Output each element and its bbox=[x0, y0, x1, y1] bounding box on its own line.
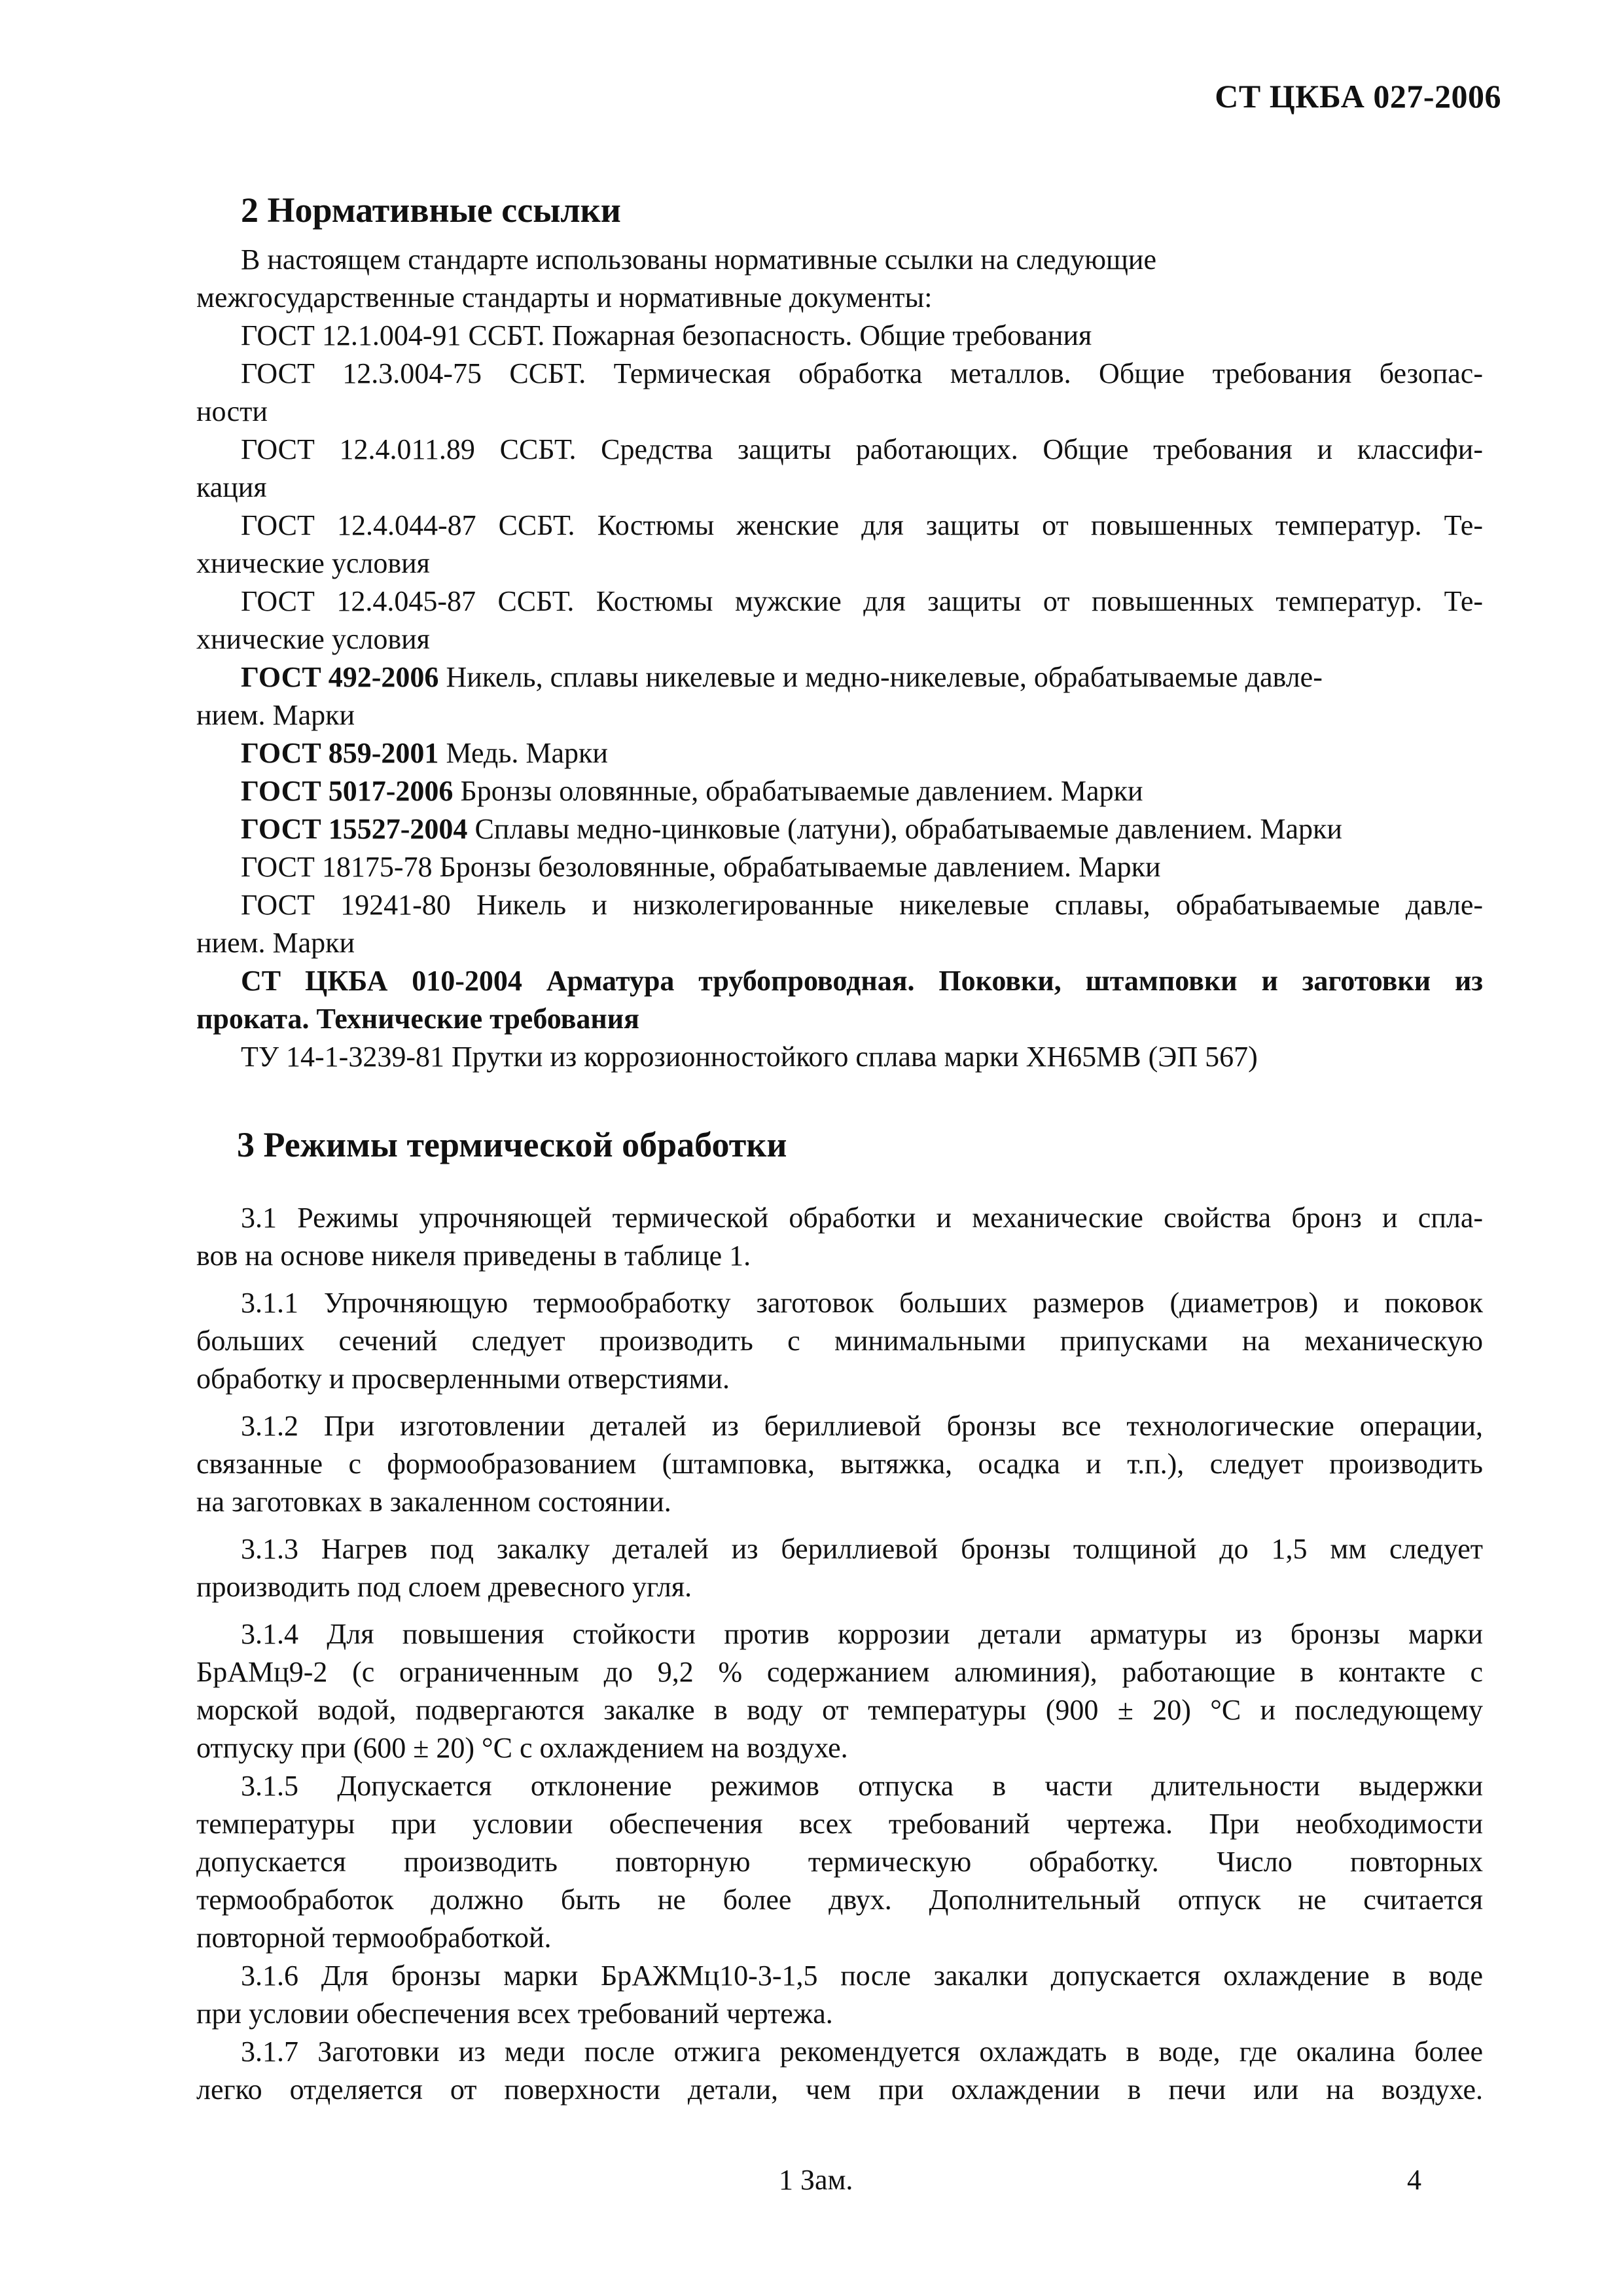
para-3-1-4-line-1: 3.1.4 Для повышения стойкости против коррозии детали арматуры из бронзы марки bbox=[241, 1618, 1483, 1650]
ref-gost-15527-text: Сплавы медно-цинковые (латуни), обрабатываемые давлением. Марки bbox=[467, 813, 1342, 845]
document-code: СТ ЦКБА 027-2006 bbox=[1215, 78, 1501, 115]
para-3-1-1-line-2: больших сечений следует производить с минимальными припусками на механическую bbox=[196, 1325, 1483, 1357]
ref-gost-5017-text: Бронзы оловянные, обрабатываемые давлением. Марки bbox=[453, 775, 1143, 807]
page-number: 4 bbox=[1407, 2164, 1421, 2196]
ref-gost-15527-code: ГОСТ 15527-2004 bbox=[241, 813, 468, 845]
para-3-1-line-1: 3.1 Режимы упрочняющей термической обработки и механические свойства бронз и спла- bbox=[241, 1202, 1483, 1234]
intro-line-1: В настоящем стандарте использованы нормативные ссылки на следующие bbox=[241, 243, 1156, 276]
para-3-1-3-line-1: 3.1.3 Нагрев под закалку деталей из бериллиевой бронзы толщиной до 1,5 мм следует bbox=[241, 1533, 1483, 1565]
ref-gost-492-text: Никель, сплавы никелевые и медно-никелевые, обрабатываемые давле- bbox=[438, 661, 1323, 693]
para-3-1-6-line-2: при условии обеспечения всех требований чертежа. bbox=[196, 1998, 833, 2030]
para-3-1-7-line-2: легко отделяется от поверхности детали, чем при охлаждении в печи или на воздухе. bbox=[196, 2073, 1483, 2106]
ref-gost-12-3-004-cont: ности bbox=[196, 395, 268, 427]
ref-gost-12-3-004: ГОСТ 12.3.004-75 ССБТ. Термическая обработка металлов. Общие требования безопас- bbox=[241, 357, 1483, 389]
para-3-1-line-2: вов на основе никеля приведены в таблице 1. bbox=[196, 1240, 751, 1272]
para-3-1-1-line-3: обработку и просверленными отверстиями. bbox=[196, 1363, 730, 1395]
ref-tu-14-1-3239: ТУ 14-1-3239-81 Прутки из коррозионностойкого сплава марки ХН65МВ (ЭП 567) bbox=[241, 1041, 1258, 1073]
ref-gost-5017-code: ГОСТ 5017-2006 bbox=[241, 775, 454, 807]
amendment-note: 1 Зам. bbox=[779, 2164, 853, 2196]
para-3-1-5-line-2: температуры при условии обеспечения всех требований чертежа. При необходимости bbox=[196, 1808, 1483, 1840]
ref-gost-859-text: Медь. Марки bbox=[438, 737, 608, 769]
para-3-1-7-line-1: 3.1.7 Заготовки из меди после отжига рекомендуется охлаждать в воде, где окалина более bbox=[241, 2036, 1483, 2068]
intro-line-2: межгосударственные стандарты и нормативные документы: bbox=[196, 281, 933, 314]
ref-gost-19241: ГОСТ 19241-80 Никель и низколегированные никелевые сплавы, обрабатываемые давле- bbox=[241, 889, 1483, 921]
ref-gost-12-4-045-cont: хнические условия bbox=[196, 623, 430, 655]
para-3-1-5-line-4: термообработок должно быть не более двух. Дополнительный отпуск не считается bbox=[196, 1884, 1483, 1916]
ref-gost-492 bbox=[241, 658, 1483, 696]
para-3-1-1-line-1: 3.1.1 Упрочняющую термообработку заготовок больших размеров (диаметров) и поковок bbox=[241, 1287, 1483, 1319]
ref-gost-19241-cont: нием. Марки bbox=[196, 927, 355, 959]
ref-gost-12-4-045: ГОСТ 12.4.045-87 ССБТ. Костюмы мужские для защиты от повышенных температур. Те- bbox=[241, 585, 1483, 617]
ref-gost-12-4-044-cont: хнические условия bbox=[196, 547, 430, 579]
ref-gost-18175: ГОСТ 18175-78 Бронзы безоловянные, обрабатываемые давлением. Марки bbox=[241, 851, 1161, 883]
ref-gost-12-4-011-cont: кация bbox=[196, 471, 267, 503]
para-3-1-2-line-1: 3.1.2 При изготовлении деталей из бериллиевой бронзы все технологические операции, bbox=[241, 1410, 1483, 1442]
ref-gost-5017 bbox=[241, 772, 1483, 810]
ref-gost-859 bbox=[241, 734, 1483, 772]
ref-gost-15527 bbox=[241, 810, 1483, 848]
ref-gost-492-code: ГОСТ 492-2006 bbox=[241, 661, 439, 693]
ref-gost-492-cont: нием. Марки bbox=[196, 699, 355, 731]
para-3-1-6-line-1: 3.1.6 Для бронзы марки БрАЖМц10-3-1,5 после закалки допускается охлаждение в воде bbox=[241, 1960, 1483, 1992]
para-3-1-4-line-4: отпуску при (600 ± 20) °С с охлаждением на воздухе. bbox=[196, 1732, 848, 1764]
para-3-1-4-line-2: БрАМц9-2 (с ограниченным до 9,2 % содержанием алюминия), работающие в контакте с bbox=[196, 1656, 1483, 1688]
ref-gost-12-4-044: ГОСТ 12.4.044-87 ССБТ. Костюмы женские для защиты от повышенных температур. Те- bbox=[241, 509, 1483, 541]
ref-st-ckba-010-cont: проката. Технические требования bbox=[196, 1003, 639, 1035]
para-3-1-3-line-2: производить под слоем древесного угля. bbox=[196, 1571, 692, 1603]
ref-st-ckba-010: СТ ЦКБА 010-2004 Арматура трубопроводная. Поковки, штамповки и заготовки из bbox=[241, 965, 1483, 997]
para-3-1-4-line-3: морской водой, подвергаются закалке в воду от температуры (900 ± 20) °С и последующему bbox=[196, 1694, 1483, 1726]
para-3-1-2-line-3: на заготовках в закаленном состоянии. bbox=[196, 1486, 671, 1518]
para-3-1-5-line-3: допускается производить повторную термическую обработку. Число повторных bbox=[196, 1846, 1483, 1878]
para-3-1-5-line-1: 3.1.5 Допускается отклонение режимов отпуска в части длительности выдержки bbox=[241, 1770, 1483, 1802]
section-3-title: 3 Режимы термической обработки bbox=[237, 1125, 787, 1164]
para-3-1-2-line-2: связанные с формообразованием (штамповка, вытяжка, осадка и т.п.), следует производить bbox=[196, 1448, 1483, 1480]
ref-gost-12-4-011: ГОСТ 12.4.011.89 ССБТ. Средства защиты работающих. Общие требования и классифи- bbox=[241, 433, 1483, 465]
ref-gost-12-1-004: ГОСТ 12.1.004-91 ССБТ. Пожарная безопасность. Общие требования bbox=[241, 319, 1092, 351]
ref-gost-859-code: ГОСТ 859-2001 bbox=[241, 737, 439, 769]
para-3-1-5-line-5: повторной термообработкой. bbox=[196, 1922, 552, 1954]
section-2-title: 2 Нормативные ссылки bbox=[241, 190, 621, 230]
